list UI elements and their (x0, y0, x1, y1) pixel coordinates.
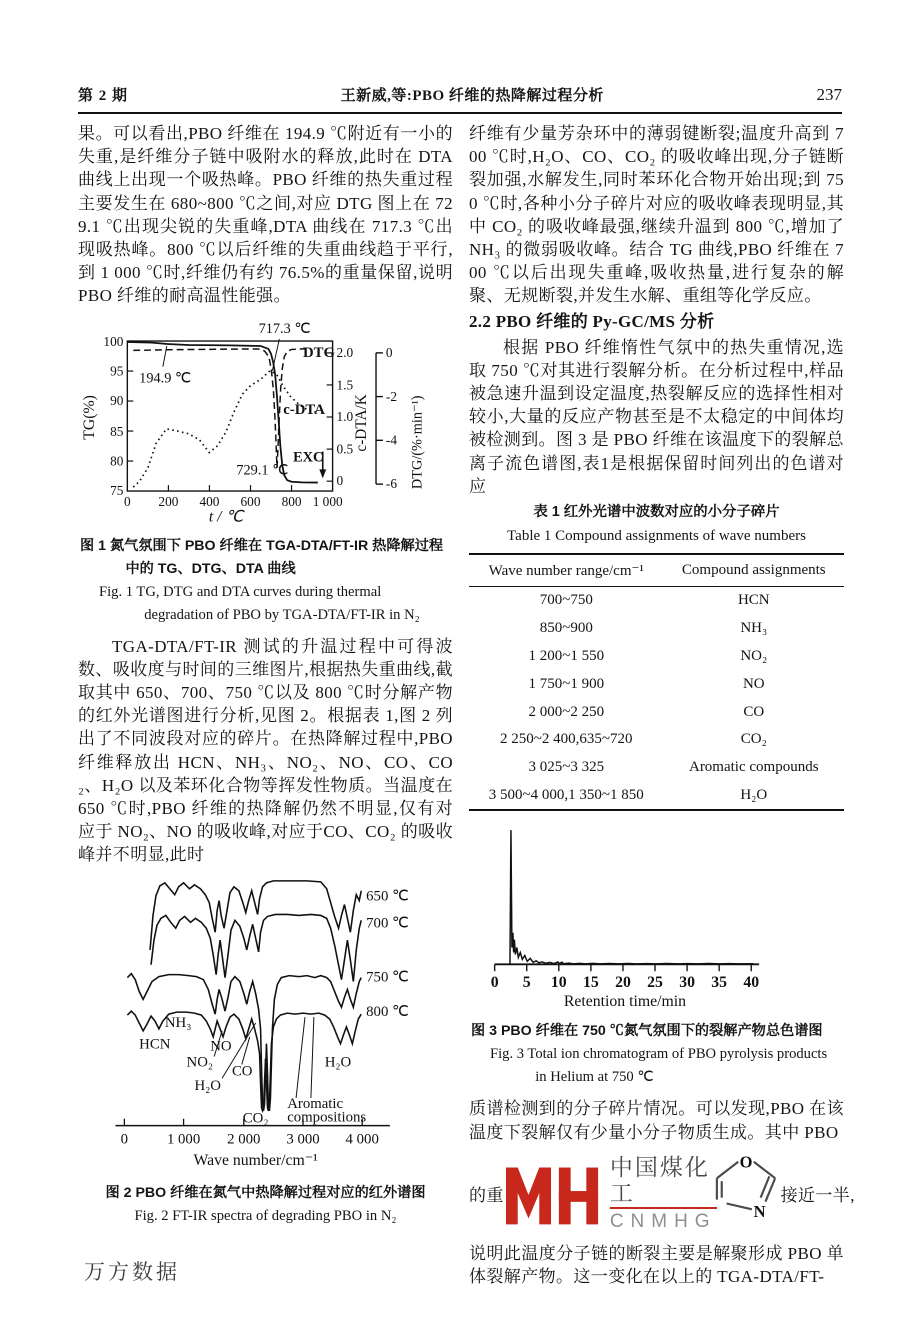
column-header: Compound assignments (664, 554, 844, 587)
cell-wave-range: 700~750 (539, 592, 593, 609)
cdta-curve (133, 370, 316, 486)
leader-line-1949 (163, 346, 167, 367)
cell-wave-range: 2 250~2 400,635~720 (500, 731, 633, 748)
fig1-left-tick-labels (103, 334, 123, 498)
fig1-dtg-axis (376, 353, 383, 484)
tick-label: -6 (385, 475, 397, 491)
fig3-caption-en: Fig. 3 Total ion chromatogram of PBO pyrolysis products in Helium at 750 ℃ (489, 1046, 828, 1086)
fig2-caption-en: Fig. 2 FT-IR spectra of degrading PBO in N₂ (134, 1207, 397, 1224)
tick-label: 15 (582, 974, 599, 992)
cell-wave-range: 850~900 (539, 620, 593, 637)
tick-label: -4 (385, 432, 397, 448)
paragraph: 质谱检测到的分子碎片情况。可以发现,PBO 在该温度下裂解仅有少量小分子物质生成。其中 PBO (469, 1099, 844, 1142)
cell-compound: HCN (737, 592, 770, 609)
tick-label: 10 (550, 974, 567, 992)
table-row (469, 782, 844, 811)
brand-underline (610, 1207, 717, 1210)
table-row (469, 670, 844, 698)
tick-label: 80 (110, 453, 124, 469)
table-row (469, 615, 844, 643)
brand-subtext: CNMHG (609, 1211, 717, 1233)
fig1-x-ticks (168, 485, 291, 491)
fig2-x-tick-labels (121, 1131, 379, 1147)
tick-label: 40 (743, 974, 760, 992)
cell-compound: CO (743, 703, 765, 720)
cell-compound: NO₂ (740, 648, 768, 664)
cell-compound: NO (742, 675, 765, 692)
tick-label: 90 (110, 392, 124, 408)
table1-title-zh: 表 1 红外光谱中波数对应的小分子碎片 (533, 504, 780, 521)
label-co2: CO₂ (242, 1110, 269, 1127)
label-no2: NO₂ (186, 1054, 214, 1071)
two-column-body (78, 122, 855, 1288)
tick-label: 75 (110, 482, 124, 498)
fig2-chart-svg (78, 871, 453, 1173)
fig1-x-tick-labels (124, 493, 343, 508)
annotation-7173: 717.3 ℃ (258, 320, 311, 337)
label-aromatic-2: compositions (287, 1109, 367, 1126)
table-row (469, 698, 844, 726)
tick-label: 0.5 (336, 441, 354, 457)
fig1-dtg-tick-labels (386, 344, 397, 490)
fig3-caption-zh: 图 3 PBO 纤维在 750 ℃氮气氛围下的裂解产物总色谱图 (471, 1023, 823, 1040)
cnmhg-brand-block (610, 1154, 717, 1234)
curve-label-700: 700 ℃ (366, 914, 409, 931)
tick-label: 1 000 (166, 1131, 201, 1148)
spectrum-700C (151, 914, 361, 981)
fig1-left-ticks (127, 341, 133, 461)
figure-2-ftir-chart (78, 871, 453, 1178)
cell-wave-range: 3 025~3 325 (528, 759, 605, 776)
tick-label: 400 (199, 493, 220, 509)
column-header: Wave number range/cm⁻¹ (469, 554, 664, 587)
fig1-yleft-title: TG(%) (80, 394, 98, 440)
fig2-x-title: Wave number/cm⁻¹ (193, 1151, 318, 1169)
censored-text-watermark-row (469, 1150, 855, 1238)
tick-label: 1 000 (312, 493, 343, 509)
tick-label: 0 (124, 493, 131, 509)
label-nh3: NH₃ (164, 1014, 192, 1031)
label-aromatic-1: Aromatic (287, 1095, 344, 1112)
label-no: NO (210, 1038, 232, 1055)
fig3-x-tick-labels (491, 974, 760, 991)
cnmhg-logo-glyph (504, 1161, 602, 1227)
fig1-right-ticks (327, 353, 333, 481)
tick-label: 0 (385, 344, 393, 360)
label-h2o-right: H₂O (324, 1054, 352, 1071)
body-text-fragment: 的重 (469, 1186, 504, 1206)
table1-compound-assignments (469, 553, 844, 811)
table1-title-en: Table 1 Compound assignments of wave numbers (507, 528, 806, 545)
section-heading-2-2: 2.2 PBO 纤维的 Py-GC/MS 分析 (469, 311, 715, 331)
brand-text: 中国煤化工 (609, 1153, 710, 1206)
fig1-yright-title: c-DTA/K (353, 393, 371, 452)
figure-1-caption (80, 535, 451, 627)
tick-label: 0 (120, 1131, 129, 1148)
tick-label: 200 (158, 493, 179, 509)
tick-label: 0 (490, 974, 499, 992)
fig2-caption-zh: 图 2 PBO 纤维在氮气中热降解过程对应的红外谱图 (105, 1184, 426, 1201)
tick-label: 0 (336, 472, 344, 488)
paragraph: 说明此温度分子链的断裂主要是解聚形成 PBO 单体裂解产物。这一变化在以上的 TGA-DTA/FT- (469, 1243, 844, 1286)
curve-label-650: 650 ℃ (366, 888, 409, 905)
tick-label: 2.0 (336, 344, 354, 360)
tick-label: -2 (385, 388, 397, 404)
table-row (469, 726, 844, 754)
tick-label: 1.0 (336, 408, 354, 424)
cell-compound: CO₂ (740, 731, 767, 748)
annotation-1949: 194.9 ℃ (139, 370, 191, 387)
wanfang-data-watermark: 万方数据 (84, 1261, 180, 1284)
curve-label-750: 750 ℃ (366, 969, 409, 986)
fig1-chart-svg (78, 312, 453, 526)
logo-red-letters (506, 1167, 598, 1224)
curve-label-800: 800 ℃ (366, 1003, 409, 1020)
tick-label: 600 (240, 493, 261, 509)
paragraph: TGA-DTA/FT-IR 测试的升温过程中可得波数、吸收度与时间的三维图片,根据热失重曲线,截取其中 650、700、750 ℃以及 800 ℃时分解产物的红外光谱图进行分析,见图 2。根据表 1,图 2 列出了不同波段对应的碎片。在热降解过程中,PBO 纤维释放出 HCN、NH₃、NO₂、NO、CO、CO₂、H₂O 以及苯环化合物等挥发性物质。当温度在 650 ℃时,PBO 纤维的热降解仍然不明显,仅有对应于 NO₂、NO 的吸收峰,对应于CO、CO₂ 的吸收峰并不明显,此时 (78, 636, 453, 865)
page-header (78, 84, 842, 114)
fig1-caption-zh: 图 1 氮气氛围下 PBO 纤维在 TGA-DTA/FT-IR 热降解过程中的 TG、DTG、DTA 曲线 (80, 537, 444, 577)
annotation-7291: 729.1 ℃ (236, 461, 289, 478)
ring-nitrogen-label: N (753, 1201, 766, 1221)
tick-label: 1.5 (336, 377, 354, 393)
oxazole-ring-structure (709, 1153, 785, 1221)
paragraph: 果。可以看出,PBO 纤维在 194.9 ℃附近有一小的失重,是纤维分子链中吸附水的释放,此时在 DTA 曲线上出现一个吸热峰。PBO 纤维的热失重过程主要发生在 680~800 ℃之间,对应 DTG 图上在 729.1 ℃出现尖锐的失重峰,DTA 曲线在 717.3 ℃出现吸热峰。800 ℃以后纤维的失重曲线趋于平行,到 1 000 ℃时,纤维仍有约 76.5%的重量保留,说明 PBO 纤维的耐高温性能强。 (78, 124, 453, 306)
figure-1-tga-chart (78, 312, 453, 531)
tick-label: 100 (103, 333, 124, 349)
tick-label: 95 (110, 363, 124, 379)
tick-label: 20 (615, 974, 631, 992)
label-h2o-left: H₂O (194, 1077, 221, 1094)
tick-label: 25 (647, 974, 663, 992)
fig1-yright2-title: DTG/(%·min⁻¹) (409, 395, 426, 489)
label-co: CO (231, 1062, 253, 1079)
tic-trace (501, 830, 754, 964)
cell-wave-range: 1 750~1 900 (528, 675, 605, 692)
cell-wave-range: 3 500~4 000,1 350~1 850 (488, 786, 644, 803)
annotation-cdta: c-DTA (283, 401, 325, 418)
tick-label: 30 (679, 974, 695, 992)
tick-label: 5 (522, 974, 531, 992)
ring-oxygen-label: O (739, 1152, 753, 1172)
left-column (78, 122, 453, 1288)
fig1-caption-en: Fig. 1 TG, DTG and DTA curves during thermal degradation of PBO by TGA-DTA/FT-IR in N₂ (98, 583, 420, 623)
tick-label: 4 000 (345, 1131, 379, 1148)
annotation-dtg: DTG (303, 344, 336, 361)
page-number: 237 (816, 85, 842, 104)
journal-issue: 第 2 期 (78, 88, 129, 104)
fig1-x-title: t / ℃ (208, 508, 244, 526)
body-text-fragment: 接近一半, (780, 1186, 855, 1206)
table-row (469, 643, 844, 671)
paragraph: 纤维有少量芳杂环中的薄弱键断裂;温度升高到 700 ℃时,H₂O、CO、CO₂ 的吸收峰出现,分子链断裂加强,水解发生,同时苯环化合物开始出现;到 750 ℃时,各种小分子碎片对应的吸收峰表现明显,其中 CO₂ 的吸收峰最强,继续升温到 800 ℃,增加了 NH₃ 的微弱吸收峰。结合 TG 曲线,PBO 纤维在 700 ℃以后出现失重峰,吸收热量,进行复杂的解聚、无规断裂,并发生水解、重组等化学反应。 (469, 124, 844, 306)
table-row (469, 587, 844, 615)
cell-wave-range: 1 200~1 550 (528, 648, 605, 664)
fig3-x-title: Retention time/min (563, 993, 687, 1011)
paragraph: 根据 PBO 纤维惰性气氛中的热失重情况,选取 750 ℃对其进行裂解分析。在分析过程中,样品被急速升温到设定温度,热裂解反应的选择性相对较小,大量的反应产物甚至是不太稳定的中间体均被检测到。图 3 是 PBO 纤维在该温度下的裂解总离子流色谱图,表1是根据保留时间列出的色谱对应 (469, 337, 844, 496)
tick-label: 3 000 (286, 1131, 320, 1148)
tick-label: 800 (281, 493, 302, 509)
cell-compound: Aromatic compounds (688, 759, 819, 776)
figure-3-chromatogram (469, 815, 844, 1016)
figure-2-caption (80, 1182, 451, 1228)
running-title: 王新威,等:PBO 纤维的热降解过程分析 (340, 88, 604, 104)
fig3-x-ticks (495, 965, 752, 972)
tick-label: 35 (711, 974, 728, 992)
annotation-exc: EXC (293, 449, 324, 466)
cell-compound: NH₃ (740, 620, 768, 637)
cell-compound: H₂O (740, 786, 768, 803)
table-row (469, 754, 844, 782)
leader-line-7173 (272, 339, 279, 371)
table-header-row (469, 554, 844, 587)
label-hcn: HCN (139, 1036, 171, 1053)
right-column (469, 122, 855, 1288)
tick-label: 85 (110, 423, 124, 439)
cell-wave-range: 2 000~2 250 (528, 703, 605, 720)
figure-3-caption (471, 1020, 842, 1089)
tick-label: 2 000 (227, 1131, 261, 1148)
fig1-right-tick-labels (337, 344, 354, 487)
fig3-chart-svg (469, 815, 844, 1011)
